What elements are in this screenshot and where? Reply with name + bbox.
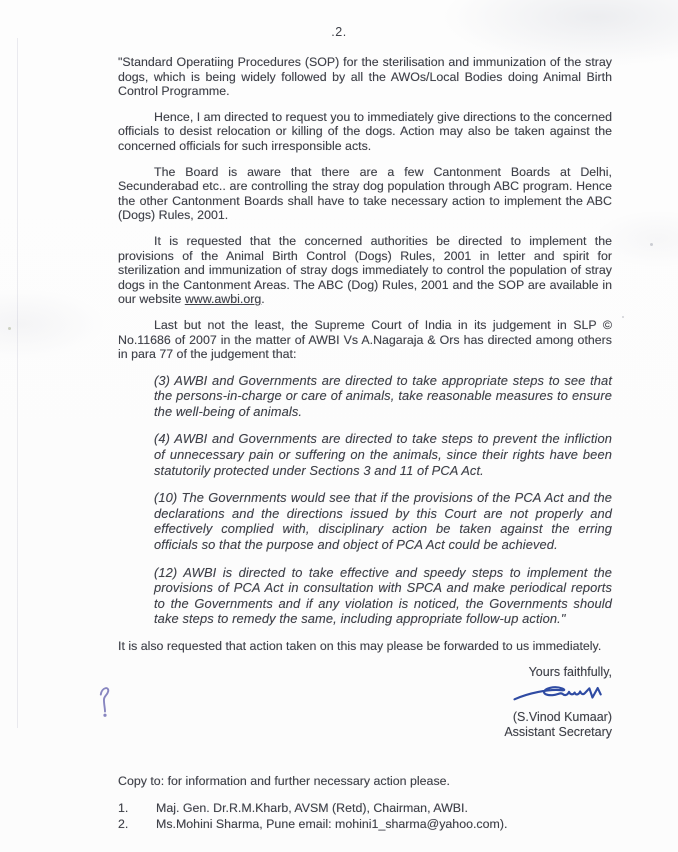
quote-paragraph-12: (12) AWBI is directed to take effective and speedy steps to implement the provisions of PCA Act in consultation with SPCA and make periodical reports to the Governments and if any violation is noticed, the Governments should take steps to remedy the same, including appropriate follow-up action." [154,564,612,627]
copy-to-section [118,774,612,832]
copy-to-item-text: Ms.Mohini Sharma, Pune email: mohini1_sharma@yahoo.com). [156,816,508,831]
quote-paragraph-10: (10) The Governments would see that if the provisions of the PCA Act and the declarations and the directions issued by this Court are not properly and effectively complied with, disciplinary action be taken against the erring officials so that the purpose and object of PCA Act could be achieved. [154,490,612,553]
signatory-title: Assistant Secretary [504,724,612,739]
paragraph-abc-rules-period: . [261,292,265,307]
quote-paragraph-3: (3) AWBI and Governments are directed to take appropriate steps to see that the persons-in-charge or care of animals, take reasonable measures to ensure the well-being of animals. [154,372,612,419]
scan-fold-line [17,38,18,728]
pen-mark-icon [96,684,114,720]
copy-to-item-text: Maj. Gen. Dr.R.M.Kharb, AVSM (Retd), Chairman, AWBI. [156,800,468,815]
copy-to-item-number: 2. [118,816,129,831]
letter-body [118,55,612,654]
paragraph-sop: "Standard Operatiing Procedures (SOP) for the sterilisation and immunization of the stray dogs, which is being widely followed by all the AWOs/Local Bodies doing Animal Birth Control Programme. [118,55,612,99]
paragraph-directions: Hence, I am directed to request you to immediately give directions to the concerned officials to desist relocation or killing of the dogs. Action may also be taken against the concerned officials for such irresponsible acts. [118,109,613,153]
paragraph-abc-rules-text: It is requested that the concerned authorities be directed to implement the provisions of the Animal Birth Control (Dogs) Rules, 2001 in letter and spirit for sterilization and immunization of stray dogs immediately to control the population of stray dogs in the Cantonment Areas. The ABC (Dog) Rules, 2001 and the SOP are available in our website [118,233,612,307]
copy-to-item [118,801,612,816]
valediction: Yours faithfully, [528,664,612,679]
copy-to-item-number: 1. [118,800,129,815]
signature-block [0,665,612,740]
scan-speck [622,316,624,318]
paragraph-cantonment-boards: The Board is aware that there are a few Cantonment Boards at Delhi, Secunderabad etc.. are controlling the stray dog population through ABC program. Hence the other Cantonment Boards shall have to take necessary action to implement the ABC (Dogs) Rules, 2001. [118,164,612,223]
scan-speck [8,327,11,330]
closing-line: It is also requested that action taken on this may please be forwarded to us immediately. [118,639,602,653]
page-number: .2. [331,25,347,39]
signatory-name: (S.Vinod Kumaar) [512,709,612,724]
paragraph-supreme-court: Last but not the least, the Supreme Court of India in its judgement in SLP © No.11686 of 2007 in the matter of AWBI Vs A.Nagaraja & Ors has directed among others in para 77 of the judgement that: [118,317,612,362]
handwritten-signature-icon [508,680,609,709]
copy-to-item [118,817,612,832]
paragraph-abc-rules [118,234,612,307]
scan-speck [650,243,653,246]
quote-paragraph-4: (4) AWBI and Governments are directed to take steps to prevent the infliction of unnecessary pain or suffering on the animals, since their rights have been statutorily protected under Sections 3 and 11 of PCA Act. [154,431,612,478]
website-link[interactable]: www.awbi.org [184,292,262,307]
copy-to-heading: Copy to: for information and further necessary action please. [118,773,450,788]
